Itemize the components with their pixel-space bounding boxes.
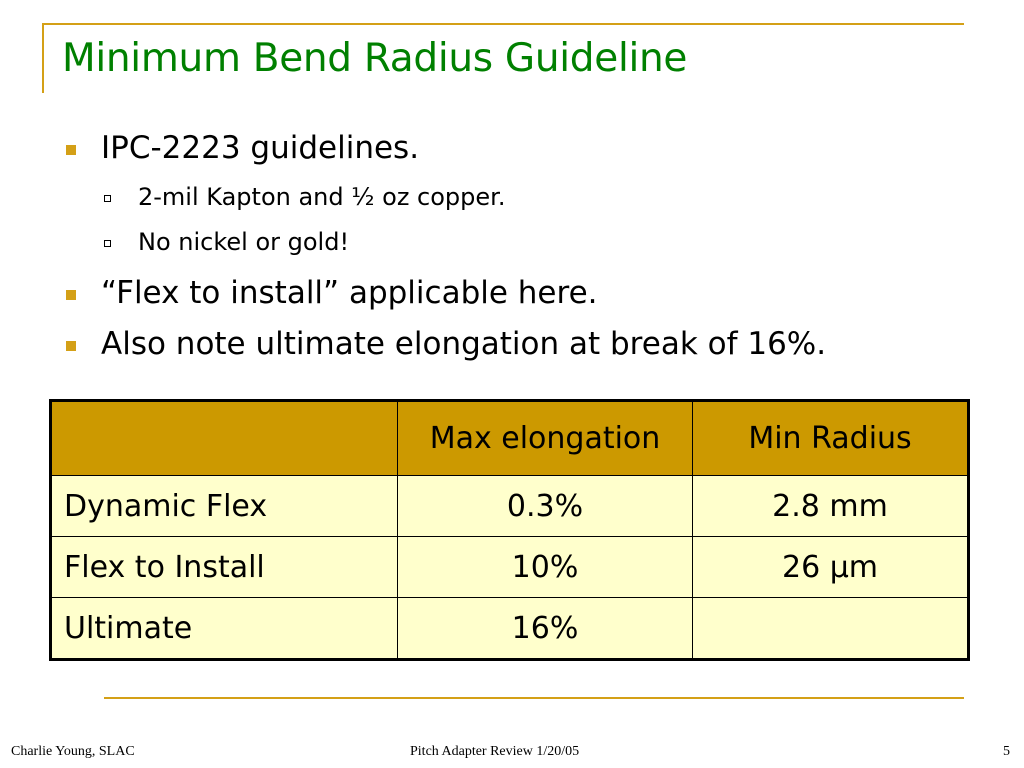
left-rule (42, 23, 44, 93)
table-cell: 10% (398, 537, 693, 598)
table-header-row (51, 401, 969, 476)
table-cell (693, 598, 969, 660)
square-bullet-icon (66, 145, 76, 155)
table-cell: 2.8 mm (693, 476, 969, 537)
table-row (51, 476, 969, 537)
square-bullet-icon (66, 341, 76, 351)
table-row (51, 598, 969, 660)
top-rule (44, 23, 964, 25)
table-cell: 0.3% (398, 476, 693, 537)
bottom-rule (104, 697, 964, 699)
bullet-text: “Flex to install” applicable here. (101, 275, 598, 311)
table-cell: Ultimate (51, 598, 398, 660)
table-header-cell: Max elongation (398, 401, 693, 476)
square-bullet-icon (66, 290, 76, 300)
hollow-square-bullet-icon (104, 195, 111, 202)
elongation-table (49, 399, 970, 661)
hollow-square-bullet-icon (104, 240, 111, 247)
table-cell: 16% (398, 598, 693, 660)
slide-title: Minimum Bend Radius Guideline (62, 36, 688, 81)
table-cell: Flex to Install (51, 537, 398, 598)
sub-bullet-text: 2-mil Kapton and ½ oz copper. (138, 183, 506, 211)
table-cell: Dynamic Flex (51, 476, 398, 537)
table-header-cell: Min Radius (693, 401, 969, 476)
footer-author: Charlie Young, SLAC (11, 744, 135, 759)
footer-event: Pitch Adapter Review 1/20/05 (410, 744, 580, 759)
sub-bullet-text: No nickel or gold! (138, 228, 350, 256)
table-header-cell (51, 401, 398, 476)
footer-page-number: 5 (1003, 744, 1010, 759)
bullet-text: Also note ultimate elongation at break of 16%. (101, 326, 827, 362)
bullet-text: IPC-2223 guidelines. (101, 130, 420, 166)
table-row (51, 537, 969, 598)
table-cell: 26 μm (693, 537, 969, 598)
